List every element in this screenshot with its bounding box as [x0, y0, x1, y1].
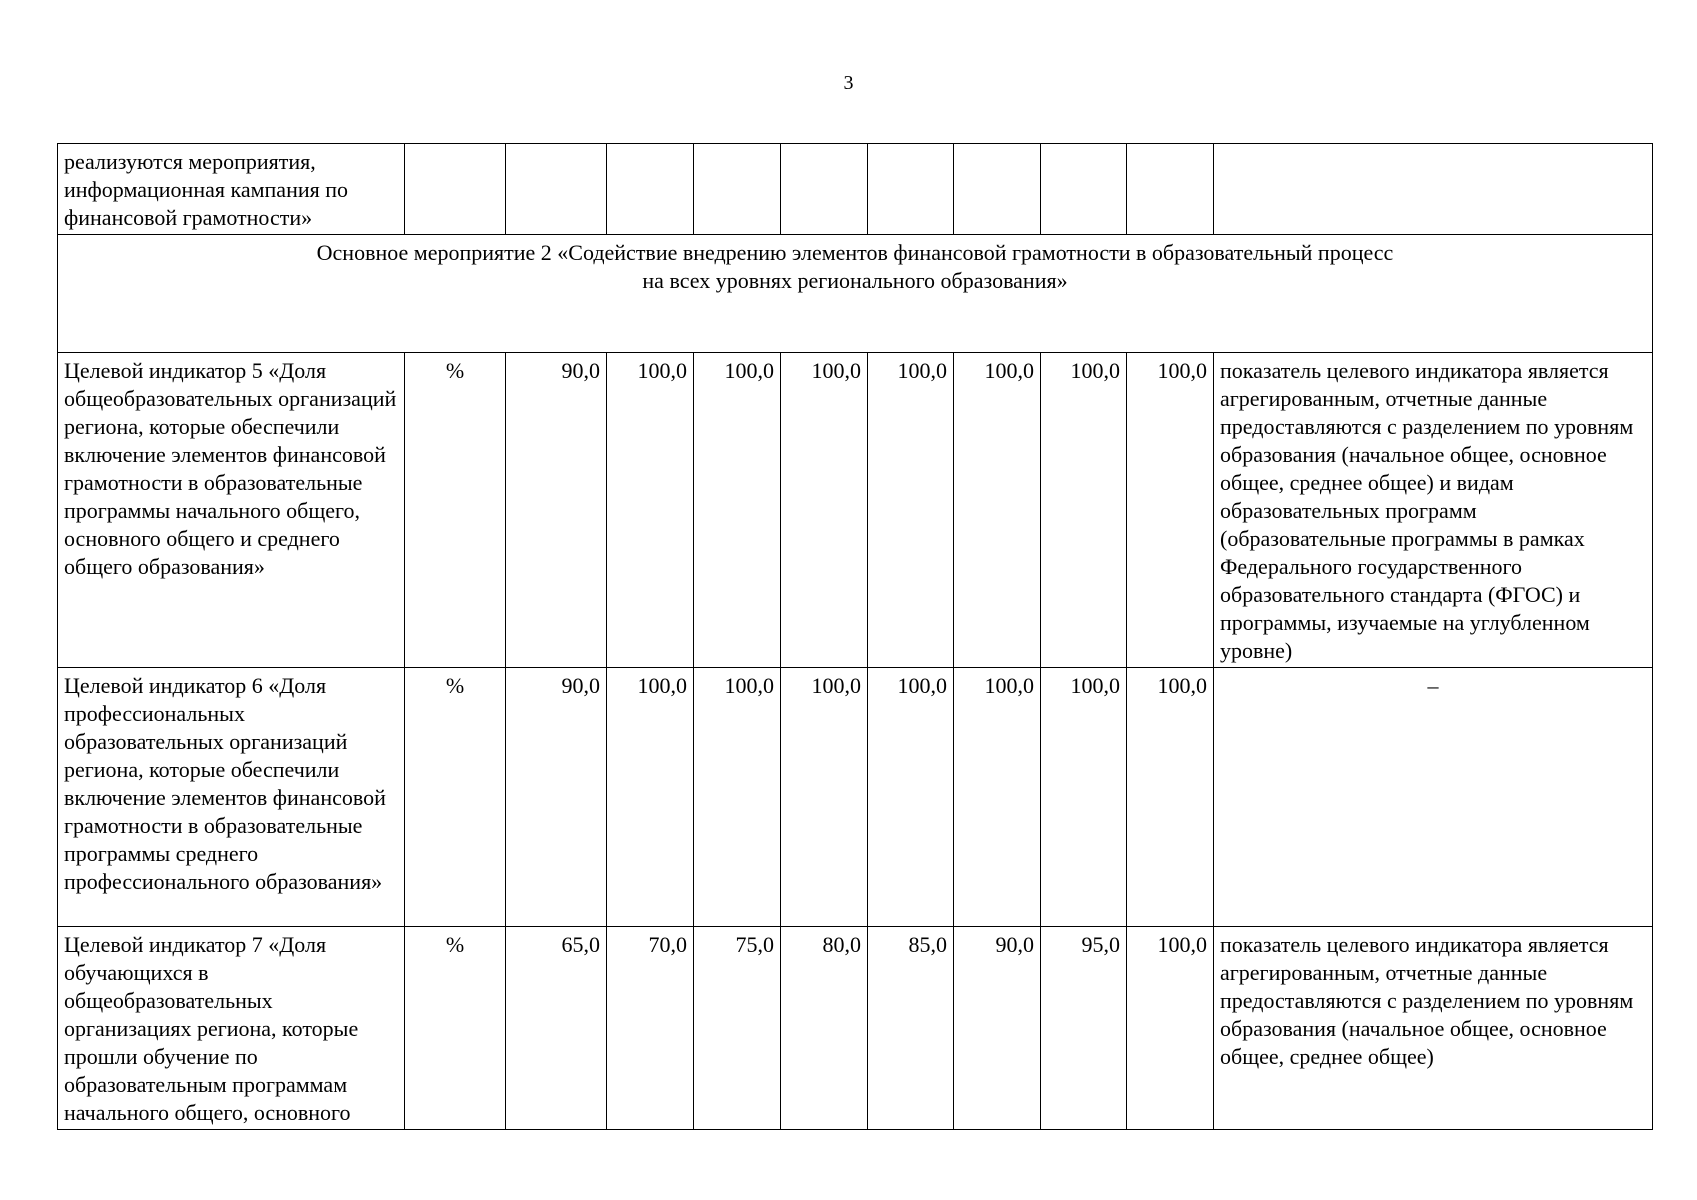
value-cell: 75,0: [694, 927, 781, 1130]
value-cell: 100,0: [1127, 927, 1214, 1130]
section-title: [58, 235, 1653, 353]
indicator-name-cell: Целевой индикатор 6 «Доля профессиональных образовательных организаций региона, которые обеспечили включение элементов финансовой грамотности в образовательные программы среднего профессионального образования»: [58, 668, 405, 927]
value-cell: 100,0: [607, 353, 694, 668]
value-cell: 95,0: [1041, 927, 1127, 1130]
value-cell: 100,0: [1041, 353, 1127, 668]
value-cell: 100,0: [1127, 353, 1214, 668]
table-row: [58, 668, 1653, 927]
unit-cell: %: [405, 927, 506, 1130]
value-cell: 90,0: [954, 927, 1041, 1130]
table-row: [58, 927, 1653, 1130]
note-cell: [1214, 144, 1653, 235]
value-cell: [506, 144, 607, 235]
section-title-line-1: Основное мероприятие 2 «Содействие внедрению элементов финансовой грамотности в образовательный процесс: [316, 240, 1394, 265]
indicator-name-cell: Целевой индикатор 5 «Доля общеобразовательных организаций региона, которые обеспечили включение элементов финансовой грамотности в образовательные программы начального общего, основного общего и среднего общего образования»: [58, 353, 405, 668]
value-cell: 70,0: [607, 927, 694, 1130]
section-header-row: [58, 235, 1653, 353]
continuation-row: [58, 144, 1653, 235]
value-cell: [1041, 144, 1127, 235]
value-cell: [694, 144, 781, 235]
value-cell: 100,0: [781, 668, 868, 927]
note-cell: показатель целевого индикатора является агрегированным, отчетные данные предоставляются с разделением по уровням образования (начальное общее, основное общее, среднее общее) и видам образовательных программ (образовательные программы в рамках Федерального государственного образовательного стандарта (ФГОС) и программы, изучаемые на углубленном уровне): [1214, 353, 1653, 668]
unit-cell: [405, 144, 506, 235]
value-cell: 100,0: [954, 668, 1041, 927]
value-cell: [954, 144, 1041, 235]
table-row: [58, 353, 1653, 668]
value-cell: 100,0: [607, 668, 694, 927]
note-cell: –: [1214, 668, 1653, 927]
value-cell: [868, 144, 954, 235]
value-cell: 100,0: [868, 668, 954, 927]
value-cell: 100,0: [868, 353, 954, 668]
value-cell: 90,0: [506, 353, 607, 668]
value-cell: 100,0: [694, 353, 781, 668]
value-cell: [607, 144, 694, 235]
indicator-name-cell: реализуются мероприятия, информационная кампания по финансовой грамотности»: [58, 144, 405, 235]
section-title-line-2: на всех уровнях регионального образования»: [642, 268, 1068, 293]
value-cell: [1127, 144, 1214, 235]
note-cell: показатель целевого индикатора является агрегированным, отчетные данные предоставляются с разделением по уровням образования (начальное общее, основное общее, среднее общее): [1214, 927, 1653, 1130]
value-cell: 100,0: [694, 668, 781, 927]
value-cell: 100,0: [1127, 668, 1214, 927]
unit-cell: %: [405, 668, 506, 927]
value-cell: 100,0: [1041, 668, 1127, 927]
value-cell: 65,0: [506, 927, 607, 1130]
indicator-name-cell: Целевой индикатор 7 «Доля обучающихся в общеобразовательных организациях региона, которые прошли обучение по образовательным программам начального общего, основного: [58, 927, 405, 1130]
value-cell: 100,0: [781, 353, 868, 668]
unit-cell: %: [405, 353, 506, 668]
value-cell: 85,0: [868, 927, 954, 1130]
indicators-table: [57, 143, 1653, 1130]
value-cell: [781, 144, 868, 235]
value-cell: 90,0: [506, 668, 607, 927]
page-number: 3: [843, 72, 854, 94]
value-cell: 100,0: [954, 353, 1041, 668]
value-cell: 80,0: [781, 927, 868, 1130]
